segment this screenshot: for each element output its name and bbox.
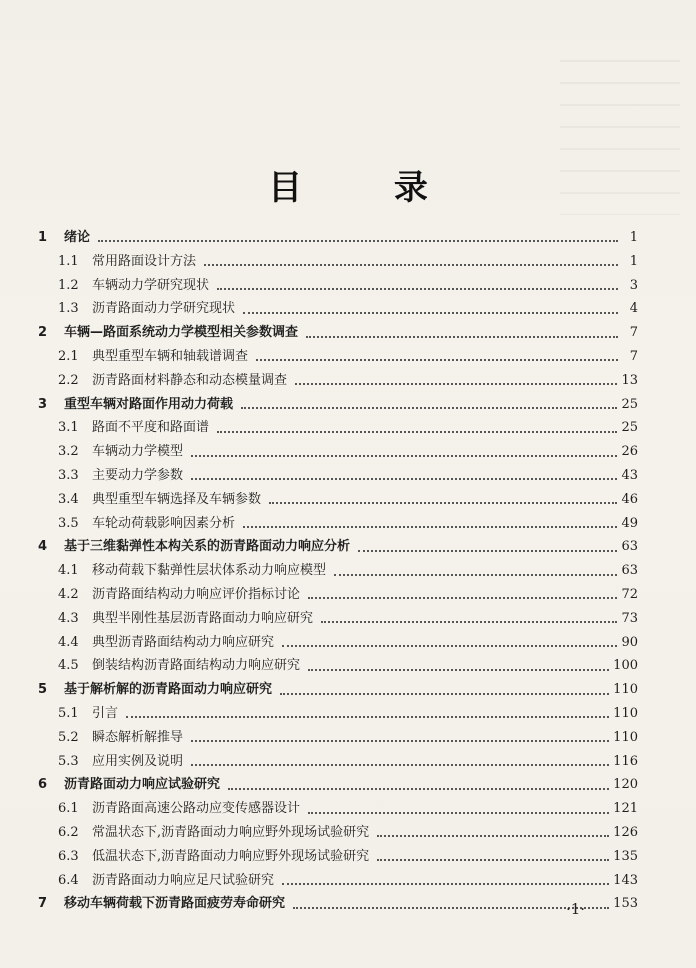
toc-entry-number: 3.5	[58, 515, 79, 531]
toc-section-entry	[38, 750, 638, 774]
toc-dot-leader	[308, 668, 609, 671]
toc-chapter-entry	[38, 773, 638, 797]
toc-entry-title: 常温状态下,沥青路面动力响应野外现场试验研究	[92, 824, 370, 840]
toc-dot-leader	[243, 525, 617, 528]
toc-entry-number: 2.2	[58, 372, 79, 388]
toc-entry-title: 引言	[92, 705, 119, 721]
toc-entry-title: 典型沥青路面结构动力响应研究	[92, 634, 275, 650]
toc-entry-number: 5.3	[58, 753, 79, 769]
toc-entry-title: 移动荷载下黏弹性层状体系动力响应模型	[92, 563, 327, 579]
toc-section-entry	[38, 654, 638, 678]
toc-entry-page: 4	[629, 301, 638, 317]
toc-entry-page: 63	[621, 539, 638, 555]
toc-entry-number: 1	[38, 230, 48, 245]
toc-entry-number: 1.2	[58, 277, 79, 293]
toc-section-entry	[38, 416, 638, 440]
toc-entry-page: 43	[621, 467, 638, 483]
toc-chapter-entry	[38, 226, 638, 250]
toc-section-entry	[38, 821, 638, 845]
toc-dot-leader	[282, 644, 617, 647]
toc-entry-page: 25	[621, 420, 638, 436]
toc-chapter-entry	[38, 892, 638, 916]
page-title: 目 录	[268, 168, 468, 208]
toc-entry-page: 3	[629, 277, 638, 293]
toc-entry-title: 瞬态解析解推导	[92, 729, 184, 745]
toc-entry-page: 116	[613, 753, 638, 769]
toc-dot-leader	[241, 406, 617, 409]
toc-entry-title: 沥青路面动力响应试验研究	[64, 777, 221, 793]
toc-section-entry	[38, 607, 638, 631]
toc-chapter-entry	[38, 535, 638, 559]
toc-dot-leader	[269, 501, 617, 504]
toc-dot-leader	[377, 858, 609, 861]
toc-section-entry	[38, 440, 638, 464]
toc-entry-page: 100	[613, 658, 638, 674]
toc-entry-title: 沥青路面材料静态和动态模量调查	[92, 372, 288, 388]
toc-entry-number: 4.3	[58, 610, 79, 626]
toc-entry-number: 4.1	[58, 563, 79, 579]
toc-entry-title: 重型车辆对路面作用动力荷载	[64, 396, 234, 412]
toc-dot-leader	[204, 263, 618, 266]
toc-entry-title: 基于解析解的沥青路面动力响应研究	[64, 682, 273, 698]
toc-section-entry	[38, 297, 638, 321]
table-of-contents	[38, 226, 638, 916]
toc-entry-number: 1.3	[58, 301, 79, 317]
toc-entry-page: 13	[621, 372, 638, 388]
toc-entry-title: 基于三维黏弹性本构关系的沥青路面动力响应分析	[64, 539, 351, 555]
toc-entry-title: 车轮动荷载影响因素分析	[92, 515, 236, 531]
toc-entry-title: 主要动力学参数	[92, 467, 184, 483]
toc-entry-title: 车辆—路面系统动力学模型相关参数调查	[64, 325, 299, 341]
toc-dot-leader	[126, 715, 609, 718]
toc-entry-number: 2	[38, 325, 48, 341]
toc-entry-page: 63	[621, 563, 638, 579]
toc-section-entry	[38, 559, 638, 583]
toc-entry-number: 2.1	[58, 348, 79, 364]
toc-entry-page: 25	[621, 396, 638, 412]
toc-entry-number: 4.5	[58, 658, 79, 674]
toc-entry-title: 沥青路面动力响应足尺试验研究	[92, 872, 275, 888]
toc-entry-number: 3	[38, 396, 48, 412]
toc-dot-leader	[334, 573, 617, 576]
page-number: ·1·	[566, 900, 586, 918]
toc-entry-number: 3.4	[58, 491, 79, 507]
toc-entry-title: 移动车辆荷载下沥青路面疲劳寿命研究	[64, 896, 286, 912]
toc-entry-title: 车辆动力学研究现状	[92, 277, 210, 293]
toc-entry-number: 4	[38, 539, 48, 555]
toc-entry-number: 5.2	[58, 729, 79, 745]
toc-dot-leader	[321, 620, 617, 623]
toc-entry-page: 110	[613, 729, 638, 745]
toc-section-entry	[38, 797, 638, 821]
toc-section-entry	[38, 583, 638, 607]
toc-entry-page: 7	[629, 348, 638, 364]
toc-entry-number: 7	[38, 896, 48, 912]
toc-entry-number: 4.2	[58, 586, 79, 602]
toc-entry-page: 1	[629, 230, 638, 245]
toc-entry-title: 沥青路面结构动力响应评价指标讨论	[92, 586, 301, 602]
toc-dot-leader	[306, 335, 618, 338]
toc-entry-page: 1	[629, 253, 638, 269]
toc-dot-leader	[308, 596, 617, 599]
toc-section-entry	[38, 250, 638, 274]
toc-dot-leader	[280, 692, 609, 695]
toc-section-entry	[38, 702, 638, 726]
toc-entry-page: 26	[621, 444, 638, 460]
toc-entry-page: 153	[613, 896, 638, 912]
toc-section-entry	[38, 845, 638, 869]
toc-chapter-entry	[38, 678, 638, 702]
toc-entry-number: 4.4	[58, 634, 79, 650]
toc-entry-page: 7	[629, 325, 638, 341]
toc-entry-title: 常用路面设计方法	[92, 253, 197, 269]
toc-entry-page: 143	[613, 872, 638, 888]
toc-entry-number: 6.2	[58, 824, 79, 840]
toc-dot-leader	[98, 239, 618, 242]
toc-entry-title: 典型重型车辆选择及车辆参数	[92, 491, 262, 507]
toc-entry-page: 73	[621, 610, 638, 626]
toc-entry-title: 沥青路面动力学研究现状	[92, 301, 236, 317]
toc-entry-number: 3.1	[58, 420, 79, 436]
toc-entry-title: 路面不平度和路面谱	[92, 420, 210, 436]
toc-entry-number: 5.1	[58, 705, 79, 721]
toc-dot-leader	[293, 906, 609, 909]
toc-entry-number: 6	[38, 777, 48, 793]
toc-entry-page: 46	[621, 491, 638, 507]
toc-entry-page: 126	[613, 824, 638, 840]
toc-section-entry	[38, 464, 638, 488]
toc-dot-leader	[295, 382, 617, 385]
toc-section-entry	[38, 369, 638, 393]
toc-section-entry	[38, 488, 638, 512]
toc-dot-leader	[308, 811, 609, 814]
toc-dot-leader	[191, 739, 609, 742]
toc-entry-number: 5	[38, 682, 48, 698]
toc-dot-leader	[358, 549, 617, 552]
toc-entry-number: 6.1	[58, 801, 79, 817]
toc-entry-page: 135	[613, 848, 638, 864]
toc-entry-title: 典型重型车辆和轴载谱调查	[92, 348, 249, 364]
toc-dot-leader	[282, 882, 609, 885]
toc-entry-title: 低温状态下,沥青路面动力响应野外现场试验研究	[92, 848, 370, 864]
toc-dot-leader	[243, 311, 618, 314]
toc-entry-number: 6.4	[58, 872, 79, 888]
toc-entry-page: 110	[613, 682, 638, 698]
toc-dot-leader	[191, 477, 617, 480]
toc-section-entry	[38, 726, 638, 750]
toc-entry-title: 车辆动力学模型	[92, 444, 184, 460]
toc-dot-leader	[217, 430, 617, 433]
toc-dot-leader	[377, 834, 609, 837]
toc-section-entry	[38, 345, 638, 369]
toc-entry-page: 72	[621, 586, 638, 602]
toc-entry-page: 110	[613, 705, 638, 721]
toc-section-entry	[38, 869, 638, 893]
toc-section-entry	[38, 631, 638, 655]
toc-section-entry	[38, 274, 638, 298]
toc-dot-leader	[191, 763, 609, 766]
toc-entry-number: 3.3	[58, 467, 79, 483]
toc-dot-leader	[191, 454, 617, 457]
toc-entry-title: 倒装结构沥青路面结构动力响应研究	[92, 658, 301, 674]
toc-entry-number: 3.2	[58, 444, 79, 460]
toc-entry-page: 49	[621, 515, 638, 531]
toc-dot-leader	[217, 287, 618, 290]
toc-dot-leader	[228, 787, 609, 790]
toc-entry-page: 120	[613, 777, 638, 793]
toc-entry-title: 沥青路面高速公路动应变传感器设计	[92, 801, 301, 817]
toc-entry-number: 1.1	[58, 253, 79, 269]
toc-entry-number: 6.3	[58, 848, 79, 864]
toc-section-entry	[38, 512, 638, 536]
toc-chapter-entry	[38, 393, 638, 417]
toc-entry-page: 90	[621, 634, 638, 650]
toc-entry-page: 121	[613, 801, 638, 817]
toc-entry-title: 典型半刚性基层沥青路面动力响应研究	[92, 610, 314, 626]
toc-entry-title: 绪论	[64, 230, 91, 245]
toc-entry-title: 应用实例及说明	[92, 753, 184, 769]
toc-dot-leader	[256, 358, 618, 361]
toc-chapter-entry	[38, 321, 638, 345]
